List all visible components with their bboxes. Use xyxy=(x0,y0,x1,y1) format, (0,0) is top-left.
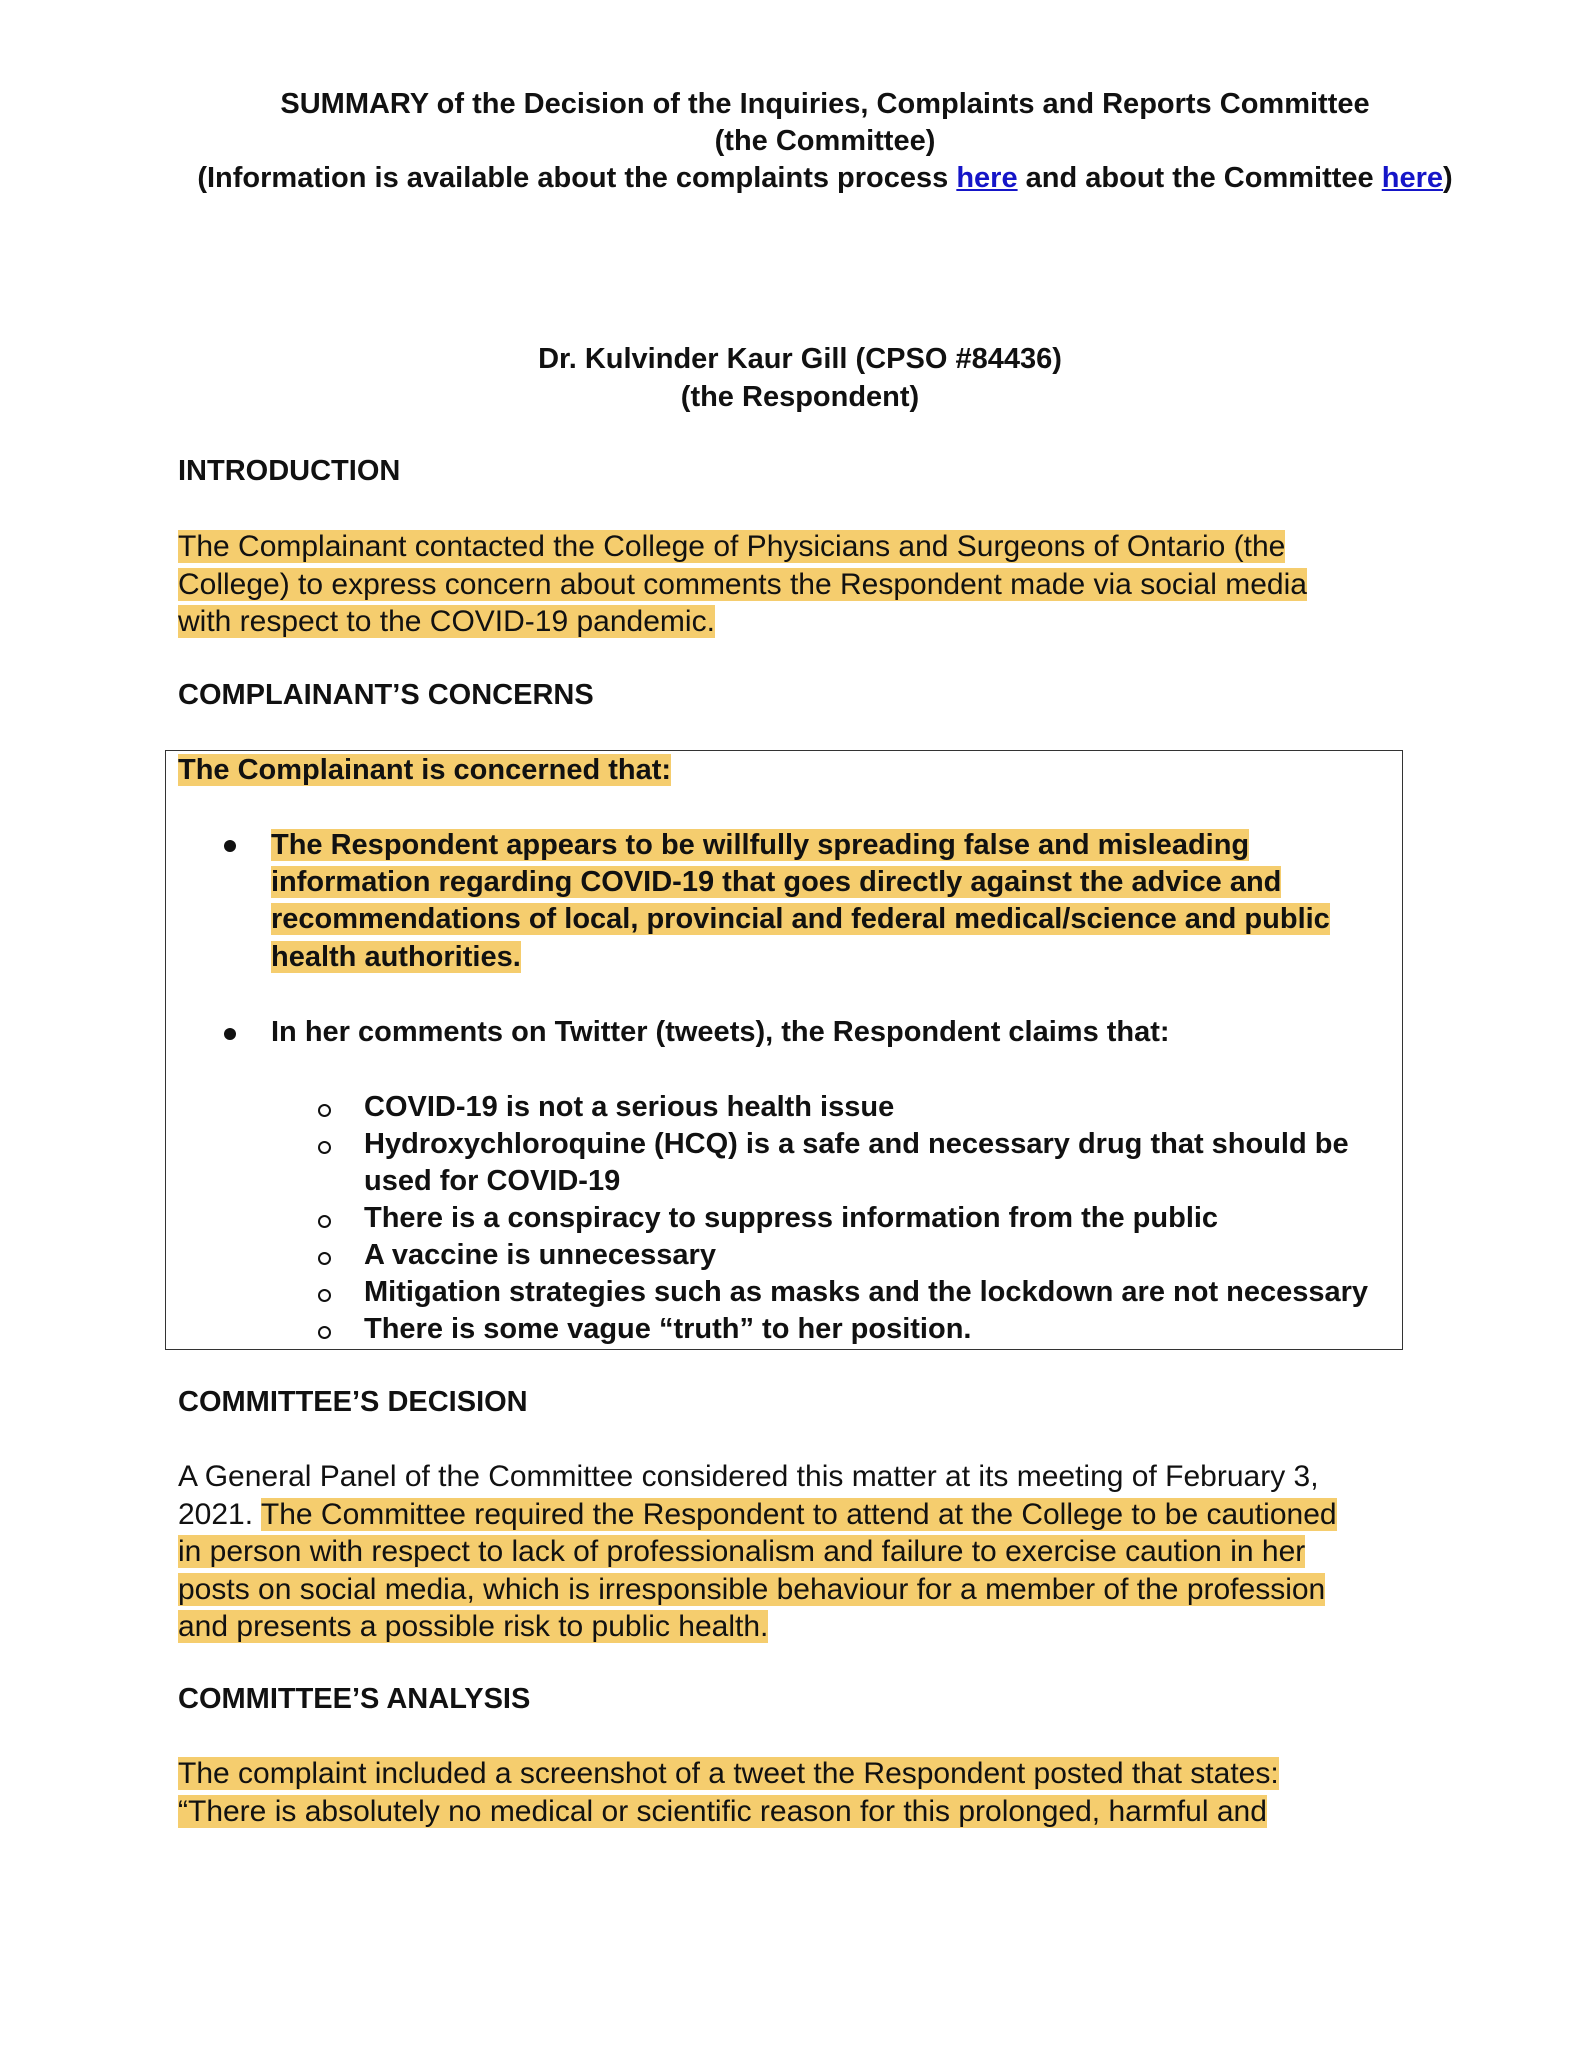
info-line xyxy=(150,160,1500,197)
respondent-name: Dr. Kulvinder Kaur Gill (CPSO #84436) xyxy=(538,343,1062,375)
decision-heading: COMMITTEE’S DECISION xyxy=(178,1386,528,1418)
circle-bullet-icon xyxy=(318,1289,331,1302)
claim-item: Hydroxychloroquine (HCQ) is a safe and necessary drug that should be xyxy=(364,1128,1349,1160)
analysis-line: The complaint included a screenshot of a tweet the Respondent posted that states: xyxy=(178,1757,1279,1790)
analysis-heading: COMMITTEE’S ANALYSIS xyxy=(178,1683,531,1715)
respondent-block xyxy=(300,340,1300,416)
decision-line: posts on social media, which is irresponsible behaviour for a member of the profession xyxy=(178,1572,1326,1606)
introduction-paragraph xyxy=(178,528,1373,641)
bullet-line: recommendations of local, provincial and federal medical/science and public xyxy=(271,903,1330,936)
bullet-line: health authorities. xyxy=(271,940,521,973)
bullet-icon xyxy=(224,840,236,852)
complaints-process-link[interactable]: here xyxy=(956,162,1018,194)
bullet-line: In her comments on Twitter (tweets), the Respondent claims that: xyxy=(271,1016,1170,1048)
bullet-twitter-claims xyxy=(271,1014,1170,1051)
respondent-role: (the Respondent) xyxy=(680,381,920,413)
circle-bullet-icon xyxy=(318,1104,331,1117)
title-line-2: (the Committee) xyxy=(714,125,936,157)
claim-item: There is a conspiracy to suppress information from the public xyxy=(364,1202,1219,1234)
circle-bullet-icon xyxy=(318,1252,331,1265)
decision-line-highlight: The Committee required the Respondent to attend at the College to be cautioned xyxy=(260,1497,1337,1531)
introduction-line: The Complainant contacted the College of Physicians and Surgeons of Ontario (the xyxy=(178,530,1286,563)
info-prefix: (Information is available about the complaints process xyxy=(197,162,957,194)
decision-line: A General Panel of the Committee considered this matter at its meeting of February 3, xyxy=(178,1460,1319,1493)
introduction-heading: INTRODUCTION xyxy=(178,455,401,487)
introduction-line: College) to express concern about comments the Respondent made via social media xyxy=(178,567,1307,601)
decision-line: and presents a possible risk to public health. xyxy=(178,1610,769,1643)
claim-item: There is some vague “truth” to her position. xyxy=(364,1313,972,1345)
claim-item: Mitigation strategies such as masks and the lockdown are not necessary xyxy=(364,1276,1369,1308)
decision-line-start: 2021. xyxy=(178,1497,261,1531)
document-header xyxy=(150,86,1500,197)
decision-paragraph xyxy=(178,1458,1373,1646)
analysis-paragraph xyxy=(178,1755,1373,1830)
bullet-line: The Respondent appears to be willfully spreading false and misleading xyxy=(271,829,1250,861)
title-line-1: SUMMARY of the Decision of the Inquiries, Complaints and Reports Committee xyxy=(280,88,1370,120)
claim-item: A vaccine is unnecessary xyxy=(364,1239,716,1271)
info-suffix: ) xyxy=(1443,162,1453,194)
bullet-willful-misinformation xyxy=(271,827,1330,976)
claim-item: COVID-19 is not a serious health issue xyxy=(364,1091,895,1123)
circle-bullet-icon xyxy=(318,1326,331,1339)
introduction-line: with respect to the COVID-19 pandemic. xyxy=(178,605,715,638)
concerns-heading: COMPLAINANT’S CONCERNS xyxy=(178,679,594,711)
bullet-line: information regarding COVID-19 that goes directly against the advice and xyxy=(271,866,1282,899)
claim-item-continued: used for COVID-19 xyxy=(364,1165,621,1197)
circle-bullet-icon xyxy=(318,1141,331,1154)
info-middle: and about the Committee xyxy=(1017,162,1382,194)
committee-link[interactable]: here xyxy=(1381,162,1443,194)
concerns-intro xyxy=(178,752,671,789)
concerns-intro-text: The Complainant is concerned that: xyxy=(178,754,672,786)
circle-bullet-icon xyxy=(318,1215,331,1228)
decision-line: in person with respect to lack of professionalism and failure to exercise caution in her xyxy=(178,1535,1306,1568)
bullet-icon xyxy=(224,1028,236,1040)
analysis-line: “There is absolutely no medical or scientific reason for this prolonged, harmful and xyxy=(178,1794,1267,1828)
